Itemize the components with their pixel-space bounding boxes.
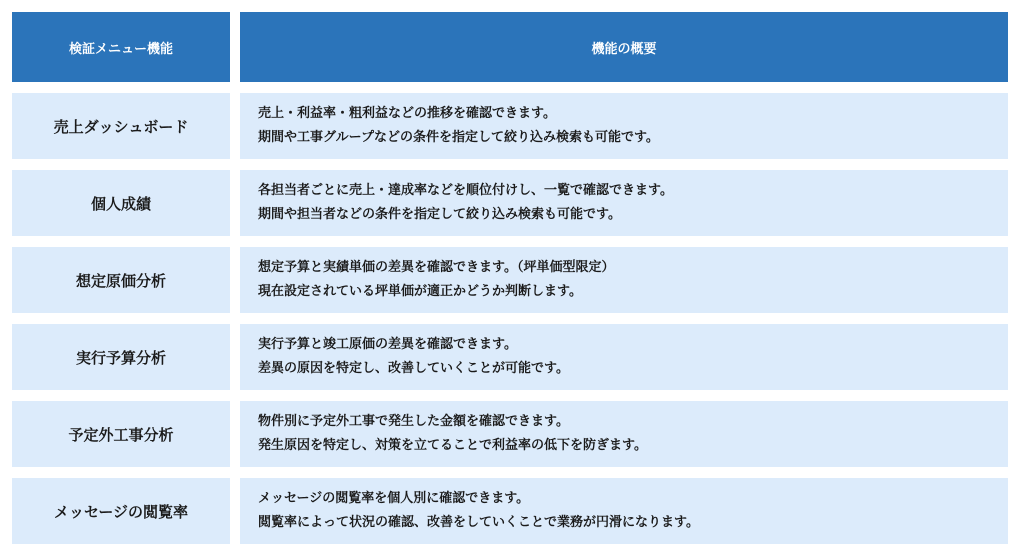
description-line: メッセージの閲覧率を個人別に確認できます。 [258,491,530,506]
feature-name: 個人成績 [12,170,230,236]
description-line: 期間や担当者などの条件を指定して絞り込み検索も可能です。 [258,207,621,222]
table-header [12,12,1008,82]
table-row [12,93,1008,159]
feature-name: 想定原価分析 [12,247,230,313]
description-line: 現在設定されている坪単価が適正かどうか判断します。 [258,284,582,299]
header-feature-cell: 検証メニュー機能 [12,12,230,82]
feature-description [240,93,1008,159]
description-line: 想定予算と実績単価の差異を確認できます。（坪単価型限定） [258,260,615,275]
table-row [12,247,1008,313]
description-line: 閲覧率によって状況の確認、改善をしていくことで業務が円滑になります。 [258,515,699,530]
description-line: 実行予算と竣工原価の差異を確認できます。 [258,337,517,352]
feature-name: 実行予算分析 [12,324,230,390]
table-row [12,170,1008,236]
table-row [12,324,1008,390]
description-line: 売上・利益率・粗利益などの推移を確認できます。 [258,106,556,121]
header-summary-cell: 機能の概要 [240,12,1008,82]
description-line: 各担当者ごとに売上・達成率などを順位付けし、一覧で確認できます。 [258,183,673,198]
description-line: 物件別に予定外工事で発生した金額を確認できます。 [258,414,569,429]
table-row [12,401,1008,467]
feature-description [240,324,1008,390]
description-line: 期間や工事グループなどの条件を指定して絞り込み検索も可能です。 [258,130,659,145]
feature-name: 予定外工事分析 [12,401,230,467]
feature-table [12,12,1008,555]
feature-description [240,247,1008,313]
feature-description [240,401,1008,467]
feature-description [240,170,1008,236]
description-line: 発生原因を特定し、対策を立てることで利益率の低下を防ぎます。 [258,438,647,453]
table-row [12,478,1008,544]
feature-name: 売上ダッシュボード [12,93,230,159]
feature-description [240,478,1008,544]
description-line: 差異の原因を特定し、改善していくことが可能です。 [258,361,569,376]
feature-name: メッセージの閲覧率 [12,478,230,544]
